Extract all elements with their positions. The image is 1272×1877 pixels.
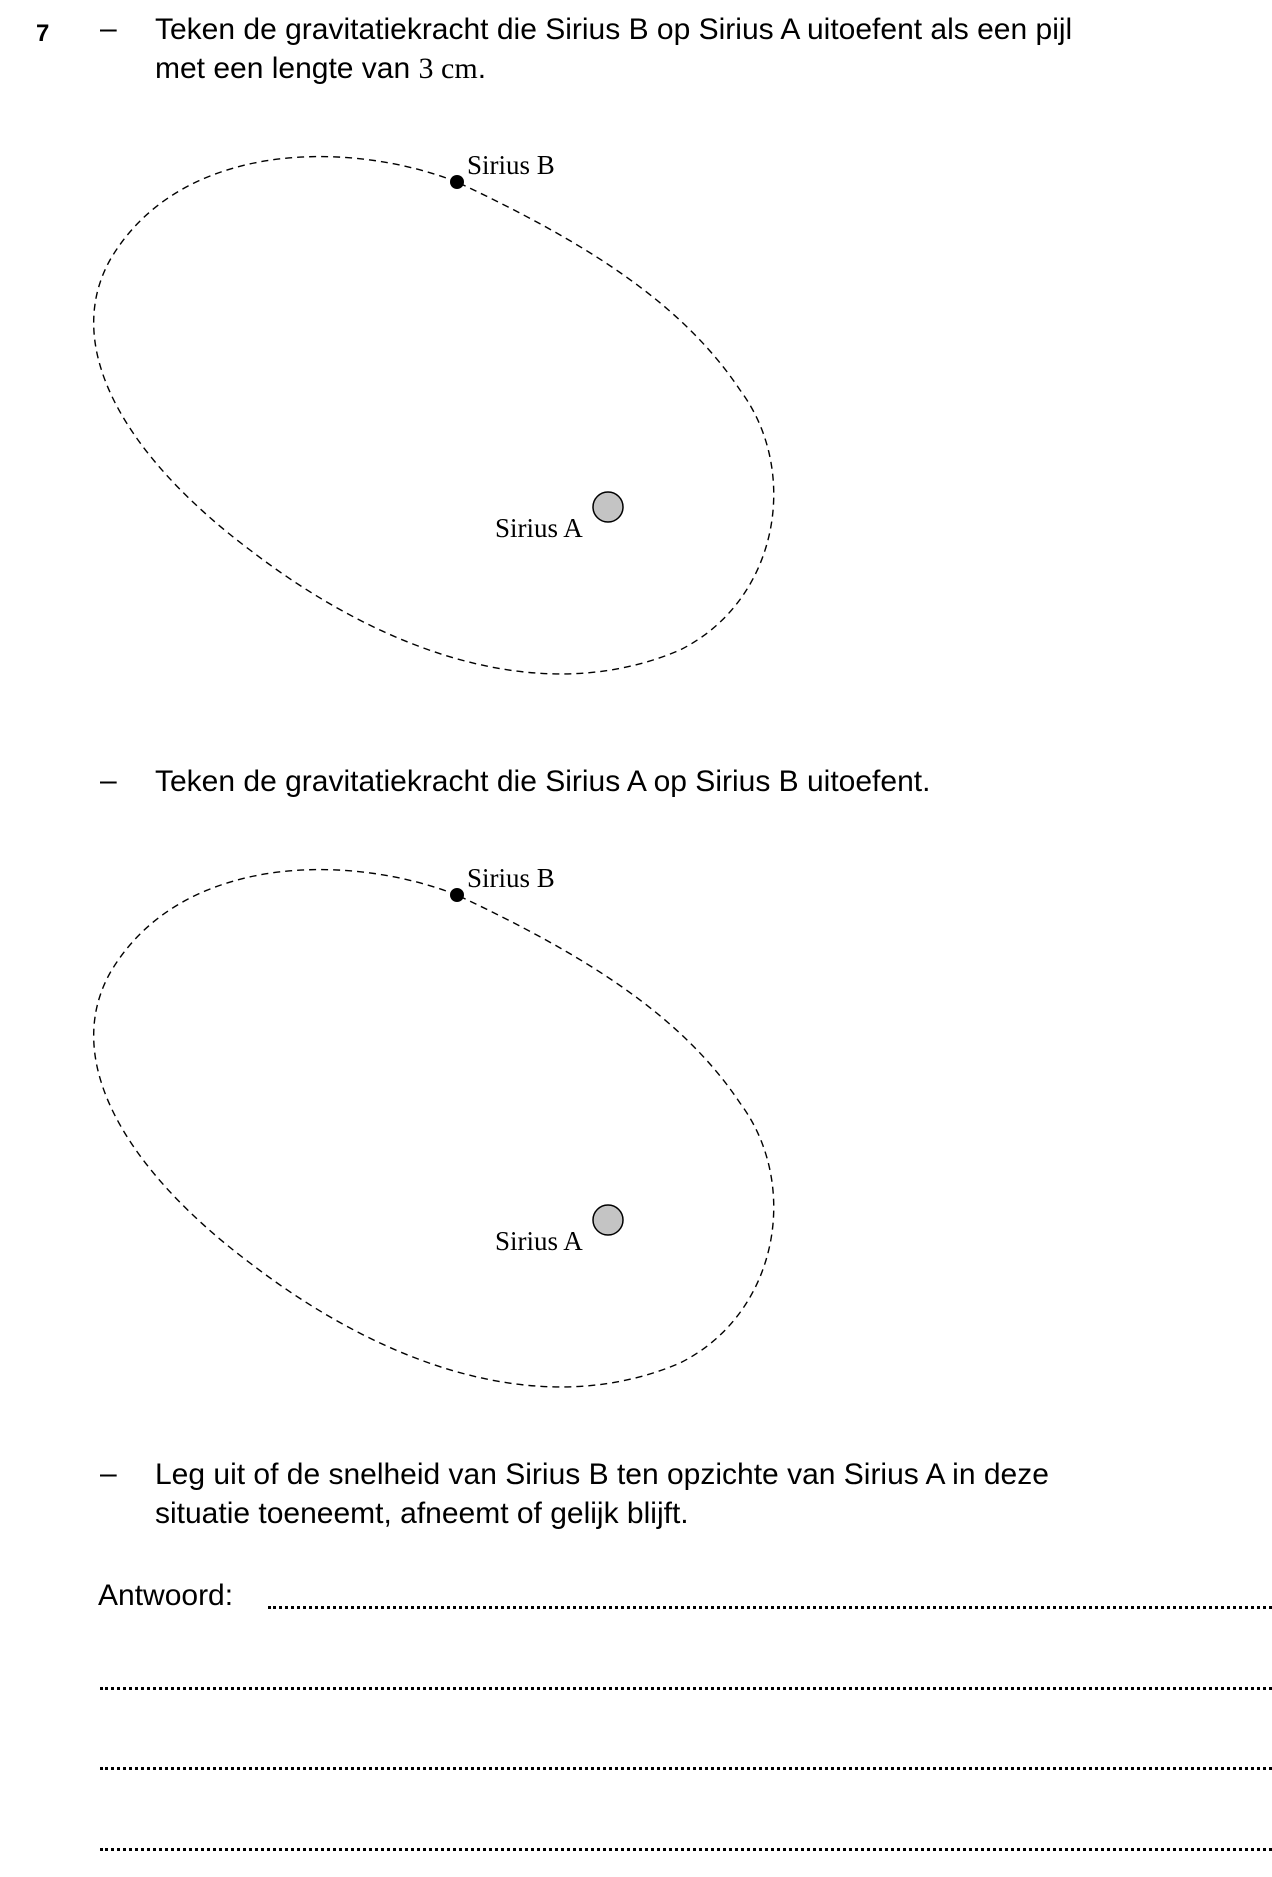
sirius-b-dot — [450, 175, 464, 189]
orbit-figure-1 — [0, 130, 800, 710]
orbit-path — [94, 870, 774, 1387]
sirius-b-label: Sirius B — [467, 150, 555, 180]
sirius-a-circle — [593, 492, 623, 522]
instruction-1-line-1: Teken de gravitatiekracht die Sirius B op Sirius A uitoefent als een pijl — [155, 13, 1073, 46]
bullet-dash-1: – — [100, 12, 117, 45]
bullet-dash-2: – — [100, 764, 117, 797]
answer-line-1[interactable] — [268, 1606, 1272, 1609]
instruction-1-line-2 — [155, 49, 1255, 88]
sirius-a-label: Sirius A — [495, 513, 583, 543]
orbit-figure-2 — [0, 843, 800, 1423]
answer-line-3[interactable] — [100, 1767, 1272, 1770]
length-value: 3 cm — [418, 52, 478, 85]
instruction-1-line-2-text: met een lengte van — [155, 52, 411, 85]
instruction-1-period: . — [477, 52, 487, 85]
answer-line-4[interactable] — [100, 1848, 1272, 1851]
sirius-b-dot — [450, 888, 464, 902]
answer-label: Antwoord: — [98, 1579, 234, 1612]
sirius-a-label: Sirius A — [495, 1226, 583, 1256]
orbit-path — [94, 157, 774, 674]
answer-line-2[interactable] — [100, 1687, 1272, 1690]
instruction-3 — [155, 1455, 1255, 1533]
question-number: 7 — [36, 20, 50, 47]
instruction-3-line-1: Leg uit of de snelheid van Sirius B ten opzichte van Sirius A in deze — [155, 1458, 1049, 1491]
instruction-3-line-2: situatie toeneemt, afneemt of gelijk blijft. — [155, 1497, 689, 1530]
sirius-b-label: Sirius B — [467, 863, 555, 893]
instruction-2: Teken de gravitatiekracht die Sirius A op Sirius B uitoefent. — [155, 765, 931, 798]
sirius-a-circle — [593, 1205, 623, 1235]
instruction-1 — [155, 10, 1255, 88]
bullet-dash-3: – — [100, 1457, 117, 1490]
